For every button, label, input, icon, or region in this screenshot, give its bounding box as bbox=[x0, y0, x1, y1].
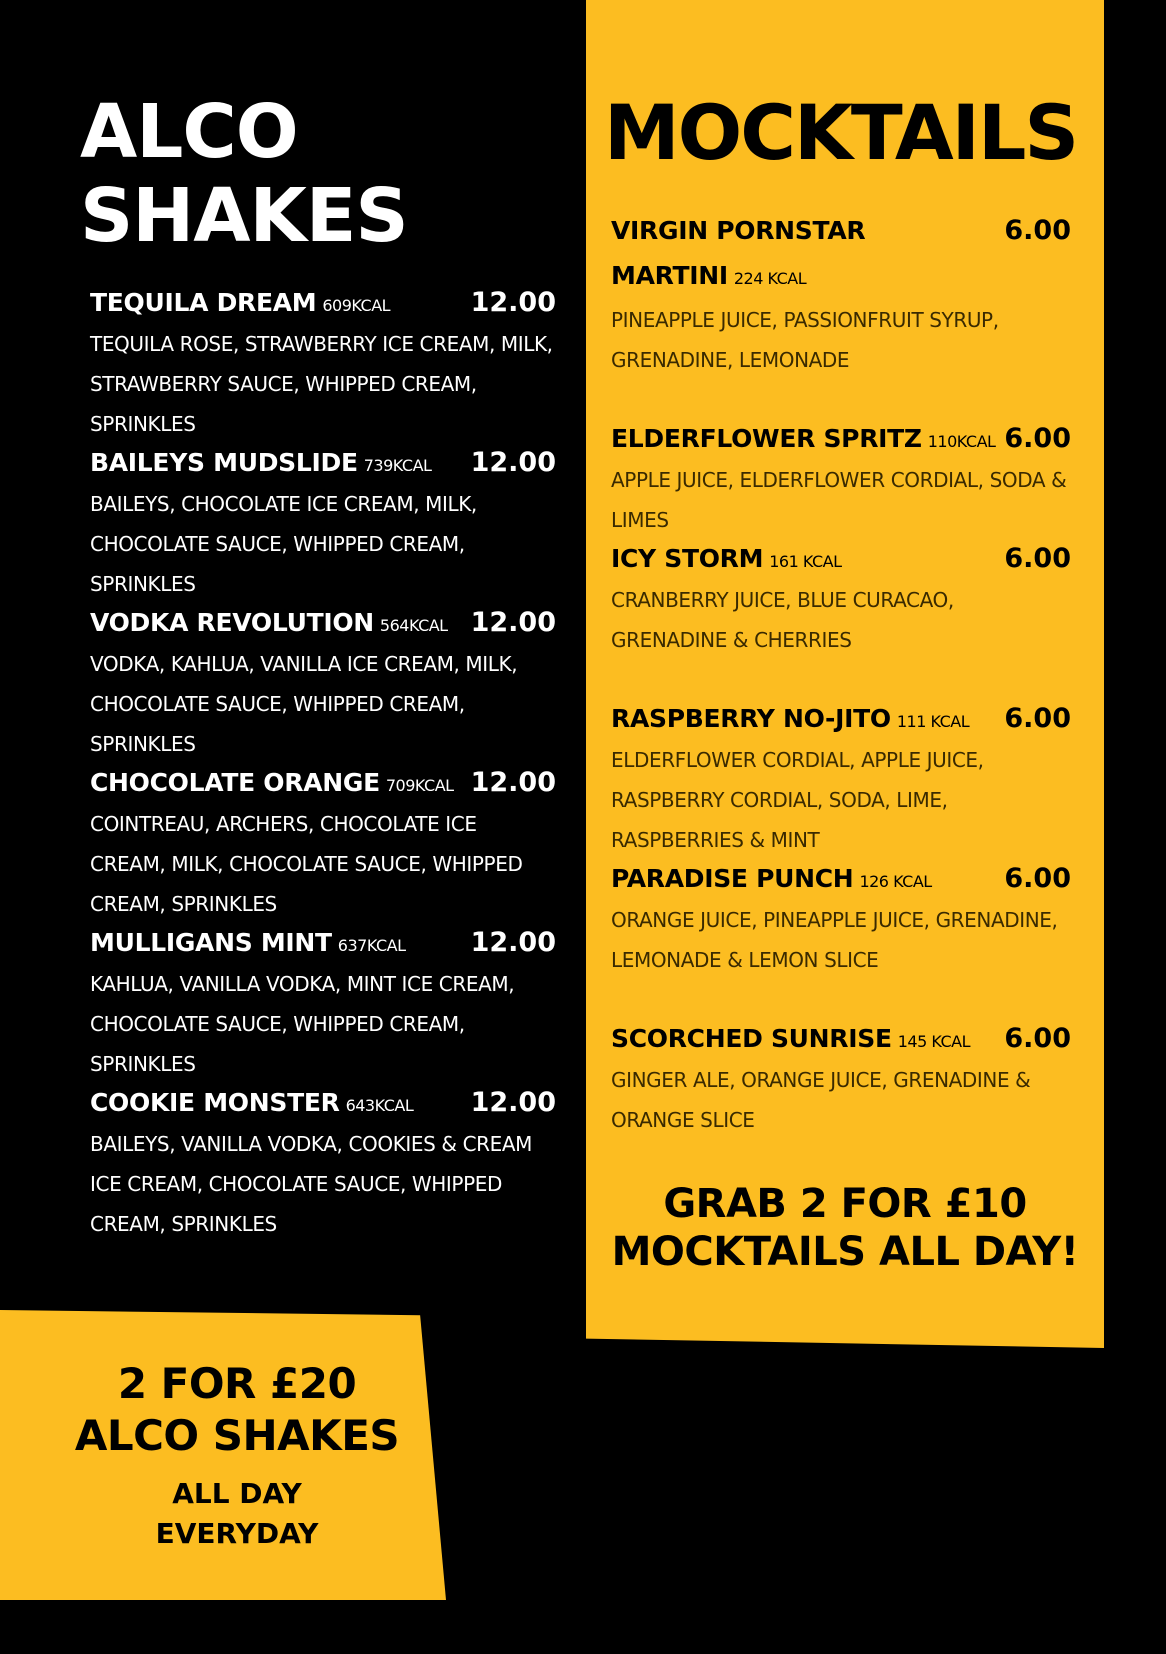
item-name: BAILEYS MUDSLIDE bbox=[90, 448, 358, 477]
menu-item-baileys-mudslide bbox=[90, 442, 556, 604]
item-name: SCORCHED SUNRISE bbox=[611, 1024, 892, 1053]
menu-item-icy-storm bbox=[611, 538, 1071, 660]
item-description: PINEAPPLE JUICE, PASSIONFRUIT SYRUP, GRENADINE, LEMONADE bbox=[611, 308, 999, 372]
item-description: APPLE JUICE, ELDERFLOWER CORDIAL, SODA & LIMES bbox=[611, 468, 1067, 532]
menu-item-vodka-revolution bbox=[90, 602, 556, 764]
mocktails-title: MOCKTAILS bbox=[604, 88, 1078, 177]
item-price: 6.00 bbox=[1004, 215, 1071, 246]
item-name: VODKA REVOLUTION bbox=[90, 608, 374, 637]
item-kcal: 224 KCAL bbox=[733, 269, 807, 288]
item-price: 6.00 bbox=[1004, 1023, 1071, 1054]
item-price: 12.00 bbox=[470, 287, 556, 318]
item-name: ICY STORM bbox=[611, 544, 764, 573]
item-price: 6.00 bbox=[1004, 863, 1071, 894]
item-price: 12.00 bbox=[470, 607, 556, 638]
item-description: KAHLUA, VANILLA VODKA, MINT ICE CREAM, CHOCOLATE SAUCE, WHIPPED CREAM, SPRINKLES bbox=[90, 972, 515, 1076]
menu-item-elderflower-spritz bbox=[611, 418, 1071, 540]
item-description: ELDERFLOWER CORDIAL, APPLE JUICE, RASPBERRY CORDIAL, SODA, LIME, RASPBERRIES & MINT bbox=[611, 748, 984, 852]
item-price: 12.00 bbox=[470, 447, 556, 478]
menu-item-chocolate-orange bbox=[90, 762, 556, 924]
item-description: COINTREAU, ARCHERS, CHOCOLATE ICE CREAM, MILK, CHOCOLATE SAUCE, WHIPPED CREAM, SPRINKLES bbox=[90, 812, 523, 916]
item-name: VIRGIN PORNSTAR bbox=[611, 216, 866, 245]
item-price: 12.00 bbox=[470, 927, 556, 958]
item-description: BAILEYS, CHOCOLATE ICE CREAM, MILK, CHOCOLATE SAUCE, WHIPPED CREAM, SPRINKLES bbox=[90, 492, 477, 596]
item-name: ELDERFLOWER SPRITZ bbox=[611, 424, 922, 453]
item-name-continued: MARTINI bbox=[611, 261, 728, 290]
item-kcal: 709KCAL bbox=[385, 776, 454, 795]
item-kcal: 110KCAL bbox=[927, 432, 996, 451]
alco-shakes-title: ALCO SHAKES bbox=[80, 89, 408, 259]
item-kcal: 609KCAL bbox=[322, 296, 391, 315]
item-kcal: 161 KCAL bbox=[769, 552, 842, 571]
item-name: PARADISE PUNCH bbox=[611, 864, 854, 893]
item-description: ORANGE JUICE, PINEAPPLE JUICE, GRENADINE, LEMONADE & LEMON SLICE bbox=[611, 908, 1058, 972]
menu-item-virgin-pornstar-martini bbox=[611, 210, 1071, 380]
item-kcal: 739KCAL bbox=[363, 456, 432, 475]
item-name: TEQUILA DREAM bbox=[90, 288, 317, 317]
item-price: 6.00 bbox=[1004, 543, 1071, 574]
item-price: 12.00 bbox=[470, 1087, 556, 1118]
alco-shakes-promo: 2 FOR £20 ALCO SHAKES ALL DAY EVERYDAY bbox=[74, 1359, 400, 1550]
item-description: TEQUILA ROSE, STRAWBERRY ICE CREAM, MILK, STRAWBERRY SAUCE, WHIPPED CREAM, SPRINKLES bbox=[90, 332, 553, 436]
item-description: VODKA, KAHLUA, VANILLA ICE CREAM, MILK, CHOCOLATE SAUCE, WHIPPED CREAM, SPRINKLES bbox=[90, 652, 518, 756]
item-kcal: 637KCAL bbox=[337, 936, 406, 955]
item-kcal: 111 KCAL bbox=[896, 712, 970, 731]
item-description: CRANBERRY JUICE, BLUE CURACAO, GRENADINE & CHERRIES bbox=[611, 588, 954, 652]
item-kcal: 145 KCAL bbox=[897, 1032, 971, 1051]
item-kcal: 643KCAL bbox=[345, 1096, 414, 1115]
item-kcal: 564KCAL bbox=[379, 616, 448, 635]
item-price: 6.00 bbox=[1004, 423, 1071, 454]
menu-item-paradise-punch bbox=[611, 858, 1071, 980]
item-name: RASPBERRY NO-JITO bbox=[611, 704, 891, 733]
item-description: GINGER ALE, ORANGE JUICE, GRENADINE & ORANGE SLICE bbox=[611, 1068, 1031, 1132]
item-kcal: 126 KCAL bbox=[859, 872, 932, 891]
mocktails-panel bbox=[586, 0, 1104, 1348]
mocktails-promo: GRAB 2 FOR £10 MOCKTAILS ALL DAY! bbox=[611, 1181, 1079, 1275]
item-name: MULLIGANS MINT bbox=[90, 928, 332, 957]
item-price: 12.00 bbox=[470, 767, 556, 798]
menu-item-cookie-monster bbox=[90, 1082, 556, 1244]
item-description: BAILEYS, VANILLA VODKA, COOKIES & CREAM ICE CREAM, CHOCOLATE SAUCE, WHIPPED CREAM, SPRINKLES bbox=[90, 1132, 533, 1236]
item-name: COOKIE MONSTER bbox=[90, 1088, 340, 1117]
menu-item-tequila-dream bbox=[90, 282, 556, 444]
menu-item-raspberry-no-jito bbox=[611, 698, 1071, 860]
menu-item-scorched-sunrise bbox=[611, 1018, 1071, 1140]
item-price: 6.00 bbox=[1004, 703, 1071, 734]
menu-item-mulligans-mint bbox=[90, 922, 556, 1084]
item-name: CHOCOLATE ORANGE bbox=[90, 768, 380, 797]
